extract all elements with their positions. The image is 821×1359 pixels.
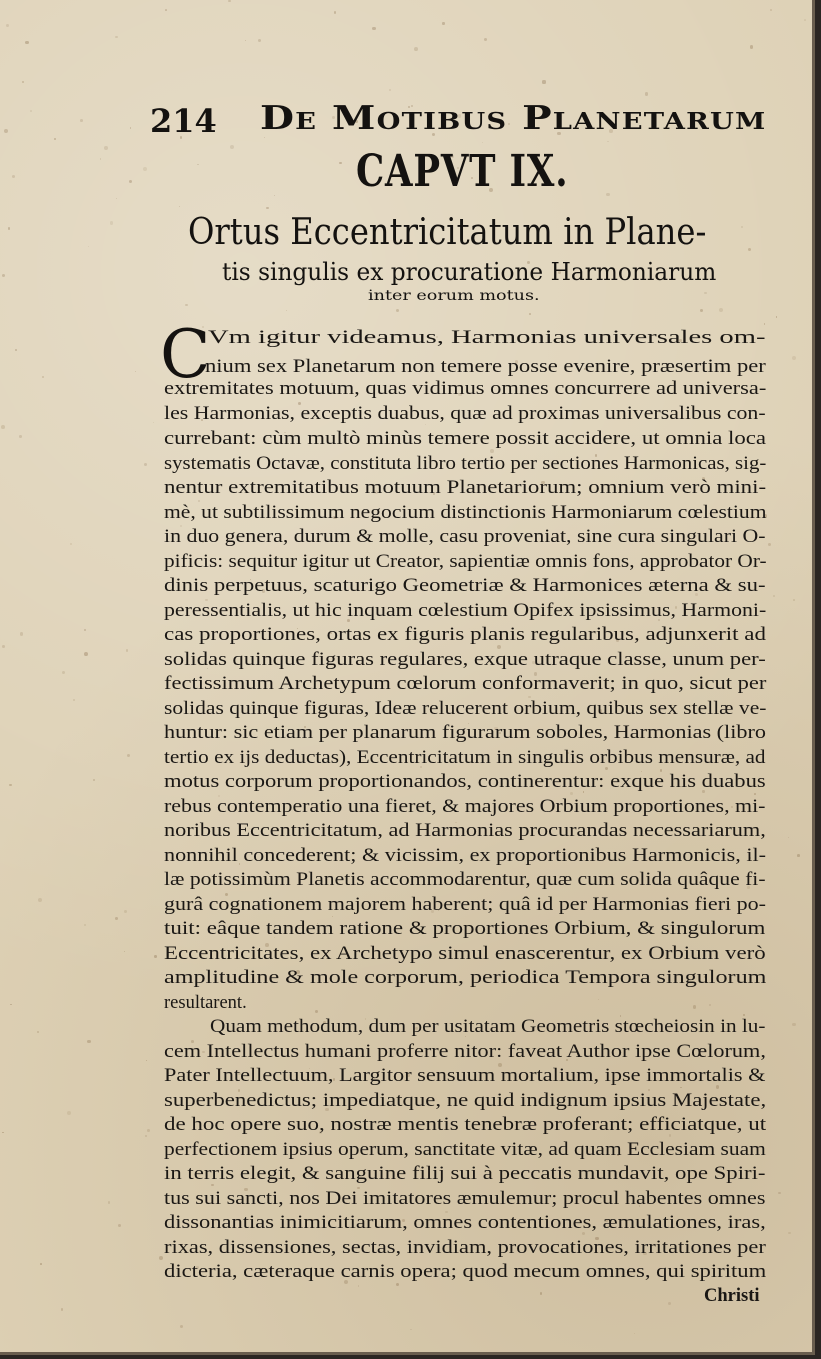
paper-speck xyxy=(804,19,806,21)
page-number: 214 xyxy=(150,102,217,140)
paper-speck xyxy=(40,1263,42,1265)
paper-speck xyxy=(700,309,703,312)
chapter-title-line-3: inter eorum motus. xyxy=(368,288,540,304)
paper-speck xyxy=(9,784,11,786)
text-line: in terris elegit, & sanguine filij sui à peccatis mundavit, ope Spiri- xyxy=(164,1164,766,1184)
paper-speck xyxy=(4,129,8,133)
paper-speck xyxy=(8,227,10,229)
text-line: Quam methodum, dum per usitatam Geometris stœcheiosin in lu- xyxy=(210,1017,766,1037)
paper-speck xyxy=(30,110,32,112)
text-line: læ potissimùm Planetis accommodarentur, quæ cum solida quâque fi- xyxy=(164,870,766,890)
paper-speck xyxy=(719,308,723,312)
paper-speck xyxy=(145,1135,147,1137)
paper-speck xyxy=(389,89,391,91)
paper-speck xyxy=(410,1329,412,1331)
paper-speck xyxy=(258,39,261,42)
paper-speck xyxy=(124,910,127,913)
paper-speck xyxy=(143,167,147,171)
paper-speck xyxy=(741,226,743,228)
paper-speck xyxy=(159,1256,163,1260)
text-line: huntur: sic etiam per planarum figurarum soboles, Harmonias (libro xyxy=(164,723,766,743)
paper-speck xyxy=(339,162,342,165)
text-line: nium sex Planetarum non temere posse evenire, præsertim per xyxy=(205,357,766,377)
paper-speck xyxy=(286,310,287,311)
paper-speck xyxy=(2,1132,4,1134)
paper-speck xyxy=(73,699,75,701)
paper-speck xyxy=(115,917,118,920)
text-line: tus sui sancti, nos Dei imitatores æmulemur; procul habentes omnes xyxy=(164,1189,766,1209)
paper-speck xyxy=(38,898,42,902)
text-line: dinis perpetuus, scaturigo Geometriæ & Harmonices æterna & su- xyxy=(164,576,766,596)
text-line: Vm igitur videamus, Harmonias universales om- xyxy=(208,328,766,348)
paper-speck xyxy=(37,1031,39,1033)
paper-speck xyxy=(179,206,180,207)
paper-speck xyxy=(442,22,444,24)
paper-speck xyxy=(788,1232,790,1234)
text-line: currebant: cùm multò minùs temere possit accidere, ut omnia loca xyxy=(164,429,767,449)
paper-speck xyxy=(315,1010,318,1013)
paper-speck xyxy=(266,207,269,210)
paper-speck xyxy=(414,47,418,51)
text-line: de hoc opere suo, nostræ mentis tenebræ proferant; efficiatque, ut xyxy=(164,1115,767,1135)
text-line: Pater Intellectuum, Largitor sensuum mortalium, ipse immortalis & xyxy=(164,1066,766,1086)
paper-speck xyxy=(245,40,247,42)
text-line: cas proportiones, ortas ex figuris planis regularibus, adjunxerit ad xyxy=(164,625,766,645)
paper-speck xyxy=(542,80,545,83)
paper-speck xyxy=(770,9,772,11)
paper-speck xyxy=(100,158,102,160)
catchword: Christi xyxy=(704,1286,760,1306)
paper-speck xyxy=(70,543,73,546)
paper-speck xyxy=(67,1111,71,1115)
paper-speck xyxy=(668,1302,671,1305)
paper-speck xyxy=(598,999,599,1000)
paper-speck xyxy=(274,195,275,196)
text-line: rebus contemperatio una fieret, & majores Orbium proportiones, mi- xyxy=(164,797,766,817)
text-line: nonnihil concederent; & vicissim, ex proportionibus Harmonicis, il- xyxy=(164,846,767,866)
text-line: pificis: sequitur igitur ut Creator, sapientiæ omnis fons, approbator Or- xyxy=(164,552,767,572)
paper-speck xyxy=(230,145,234,149)
text-line: solidas quinque figuras, Ideæ relucerent orbium, quibus sex stellæ ve- xyxy=(164,699,767,719)
text-line: mè, ut subtilissimum negocium distinctionis Harmoniarum cœlestium xyxy=(164,503,767,523)
paper-speck xyxy=(153,422,154,423)
paper-speck xyxy=(144,463,147,466)
drop-cap: C xyxy=(160,316,211,393)
text-line: gurâ cognationem majorem haberent; quâ id per Harmonias fieri po- xyxy=(164,895,766,915)
paper-speck xyxy=(80,119,83,122)
paper-speck xyxy=(797,854,800,857)
text-line: perfectionem ipsius operum, sanctitate vitæ, ad quam Ecclesiam suam xyxy=(164,1140,766,1160)
paper-speck xyxy=(108,1201,111,1204)
text-line: systematis Octavæ, constituta libro tertio per sectiones Harmonicas, sig- xyxy=(164,454,767,474)
paper-speck xyxy=(129,180,132,183)
paper-speck xyxy=(793,599,795,601)
paper-speck xyxy=(116,198,117,199)
paper-speck xyxy=(773,595,775,597)
text-line: extremitates motuum, quas vidimus omnes concurrere ad universa- xyxy=(164,379,767,399)
paper-speck xyxy=(124,951,125,952)
paper-speck xyxy=(130,127,131,128)
text-line: tertio ex ijs deductas), Eccentricitatum in singulis orbibus mensuræ, ad xyxy=(164,748,766,768)
paper-speck xyxy=(606,193,610,197)
paper-speck xyxy=(2,274,5,277)
paper-speck xyxy=(6,24,9,27)
paper-speck xyxy=(484,38,487,41)
paper-speck xyxy=(104,146,108,150)
text-line: cem Intellectus humani proferre nitor: faveat Author ipse Cœlorum, xyxy=(164,1042,766,1062)
paper-speck xyxy=(25,41,29,45)
paper-speck xyxy=(1,425,5,429)
text-line: amplitudine & mole corporum, periodica Tempora singulorum xyxy=(164,968,767,988)
text-line: motus corporum proportionandos, continerentur: exque his duabus xyxy=(164,772,766,792)
paper-speck xyxy=(42,376,44,378)
paper-speck xyxy=(180,1325,183,1328)
paper-speck xyxy=(135,371,136,372)
paper-speck xyxy=(88,246,89,247)
paper-speck xyxy=(482,142,483,143)
text-line: fectissimum Archetypum cœlorum conformaverit; in quo, sicut per xyxy=(164,674,767,694)
paper-speck xyxy=(165,9,167,11)
paper-speck xyxy=(147,1129,150,1132)
paper-speck xyxy=(118,1224,121,1227)
paper-speck xyxy=(61,1308,63,1310)
paper-speck xyxy=(778,1192,780,1194)
paper-speck xyxy=(87,1040,90,1043)
chapter-title-line-1: Ortus Eccentricitatum in Plane- xyxy=(188,212,707,253)
paper-speck xyxy=(792,1023,795,1026)
paper-speck xyxy=(776,316,778,318)
paper-speck xyxy=(228,0,230,2)
paper-speck xyxy=(126,649,128,651)
text-line: nentur extremitatibus motuum Planetariorum; omnium verò mini- xyxy=(164,478,767,498)
paper-speck xyxy=(20,632,23,635)
paper-speck xyxy=(768,543,772,547)
text-line: solidas quinque figuras regulares, exque utraque classe, unum per- xyxy=(164,650,766,670)
paper-speck xyxy=(12,175,15,178)
paper-speck xyxy=(197,164,198,165)
paper-speck xyxy=(540,1292,542,1294)
paper-speck xyxy=(372,27,376,31)
paper-speck xyxy=(396,309,399,312)
paper-speck xyxy=(704,292,707,295)
paper-speck xyxy=(115,36,118,39)
paper-speck xyxy=(529,313,531,315)
text-line: dicteria, cæteraque carnis opera; quod mecum omnes, qui spiritum xyxy=(164,1262,767,1282)
paper-speck xyxy=(10,1004,11,1005)
text-line: in duo genera, durum & molle, casu proveniat, sine cura singulari O- xyxy=(164,527,766,547)
paper-speck xyxy=(634,1333,635,1334)
paper-speck xyxy=(84,652,88,656)
paper-speck xyxy=(110,221,113,224)
text-line: rixas, dissensiones, sectas, invidiam, provocationes, irritationes per xyxy=(164,1238,766,1258)
paper-speck xyxy=(154,955,157,958)
paper-speck xyxy=(22,81,24,83)
paper-speck xyxy=(146,1060,147,1061)
chapter-title-line-2: tis singulis ex procuratione Harmoniarum xyxy=(222,258,717,286)
chapter-number: CAPVT IX. xyxy=(356,146,569,197)
paper-speck xyxy=(709,1004,711,1006)
paper-speck xyxy=(84,629,86,631)
paper-speck xyxy=(15,349,17,351)
paper-speck xyxy=(334,11,336,13)
paper-speck xyxy=(62,671,65,674)
paper-speck xyxy=(764,323,766,325)
page-header xyxy=(146,92,766,142)
text-line: resultarent. xyxy=(164,993,247,1013)
text-line: Eccentricitates, ex Archetypo simul enascerentur, ex Orbium verò xyxy=(164,944,766,964)
paper-speck xyxy=(84,924,86,926)
paper-speck xyxy=(750,45,753,48)
paper-speck xyxy=(93,779,95,781)
text-line: dissonantias inimicitiarum, omnes contentiones, æmulationes, iras, xyxy=(164,1213,766,1233)
text-line: peressentialis, ut hic inquam cœlestium Opifex ipsissimus, Harmoni- xyxy=(164,601,767,621)
paper-speck xyxy=(693,1005,697,1009)
paper-speck xyxy=(792,356,796,360)
paper-speck xyxy=(19,435,22,438)
paper-speck xyxy=(748,248,751,251)
text-line: superbenedictus; impediatque, ne quid indignum ipsius Majestate, xyxy=(164,1091,767,1111)
paper-speck xyxy=(788,837,789,838)
text-line: noribus Eccentricitatum, ad Harmonias procurandas necessariarum, xyxy=(164,821,766,841)
paper-speck xyxy=(54,138,56,140)
paper-speck xyxy=(2,645,5,648)
paper-speck xyxy=(185,304,187,306)
paper-speck xyxy=(358,1285,359,1286)
text-line: tuit: eâque tandem ratione & proportiones Orbium, & singulorum xyxy=(164,919,766,939)
text-line: les Harmonias, exceptis duabus, quæ ad proximas universalibus con- xyxy=(164,404,766,424)
running-head: De Motibus Planetarum xyxy=(260,98,767,137)
paper-speck xyxy=(127,754,130,757)
